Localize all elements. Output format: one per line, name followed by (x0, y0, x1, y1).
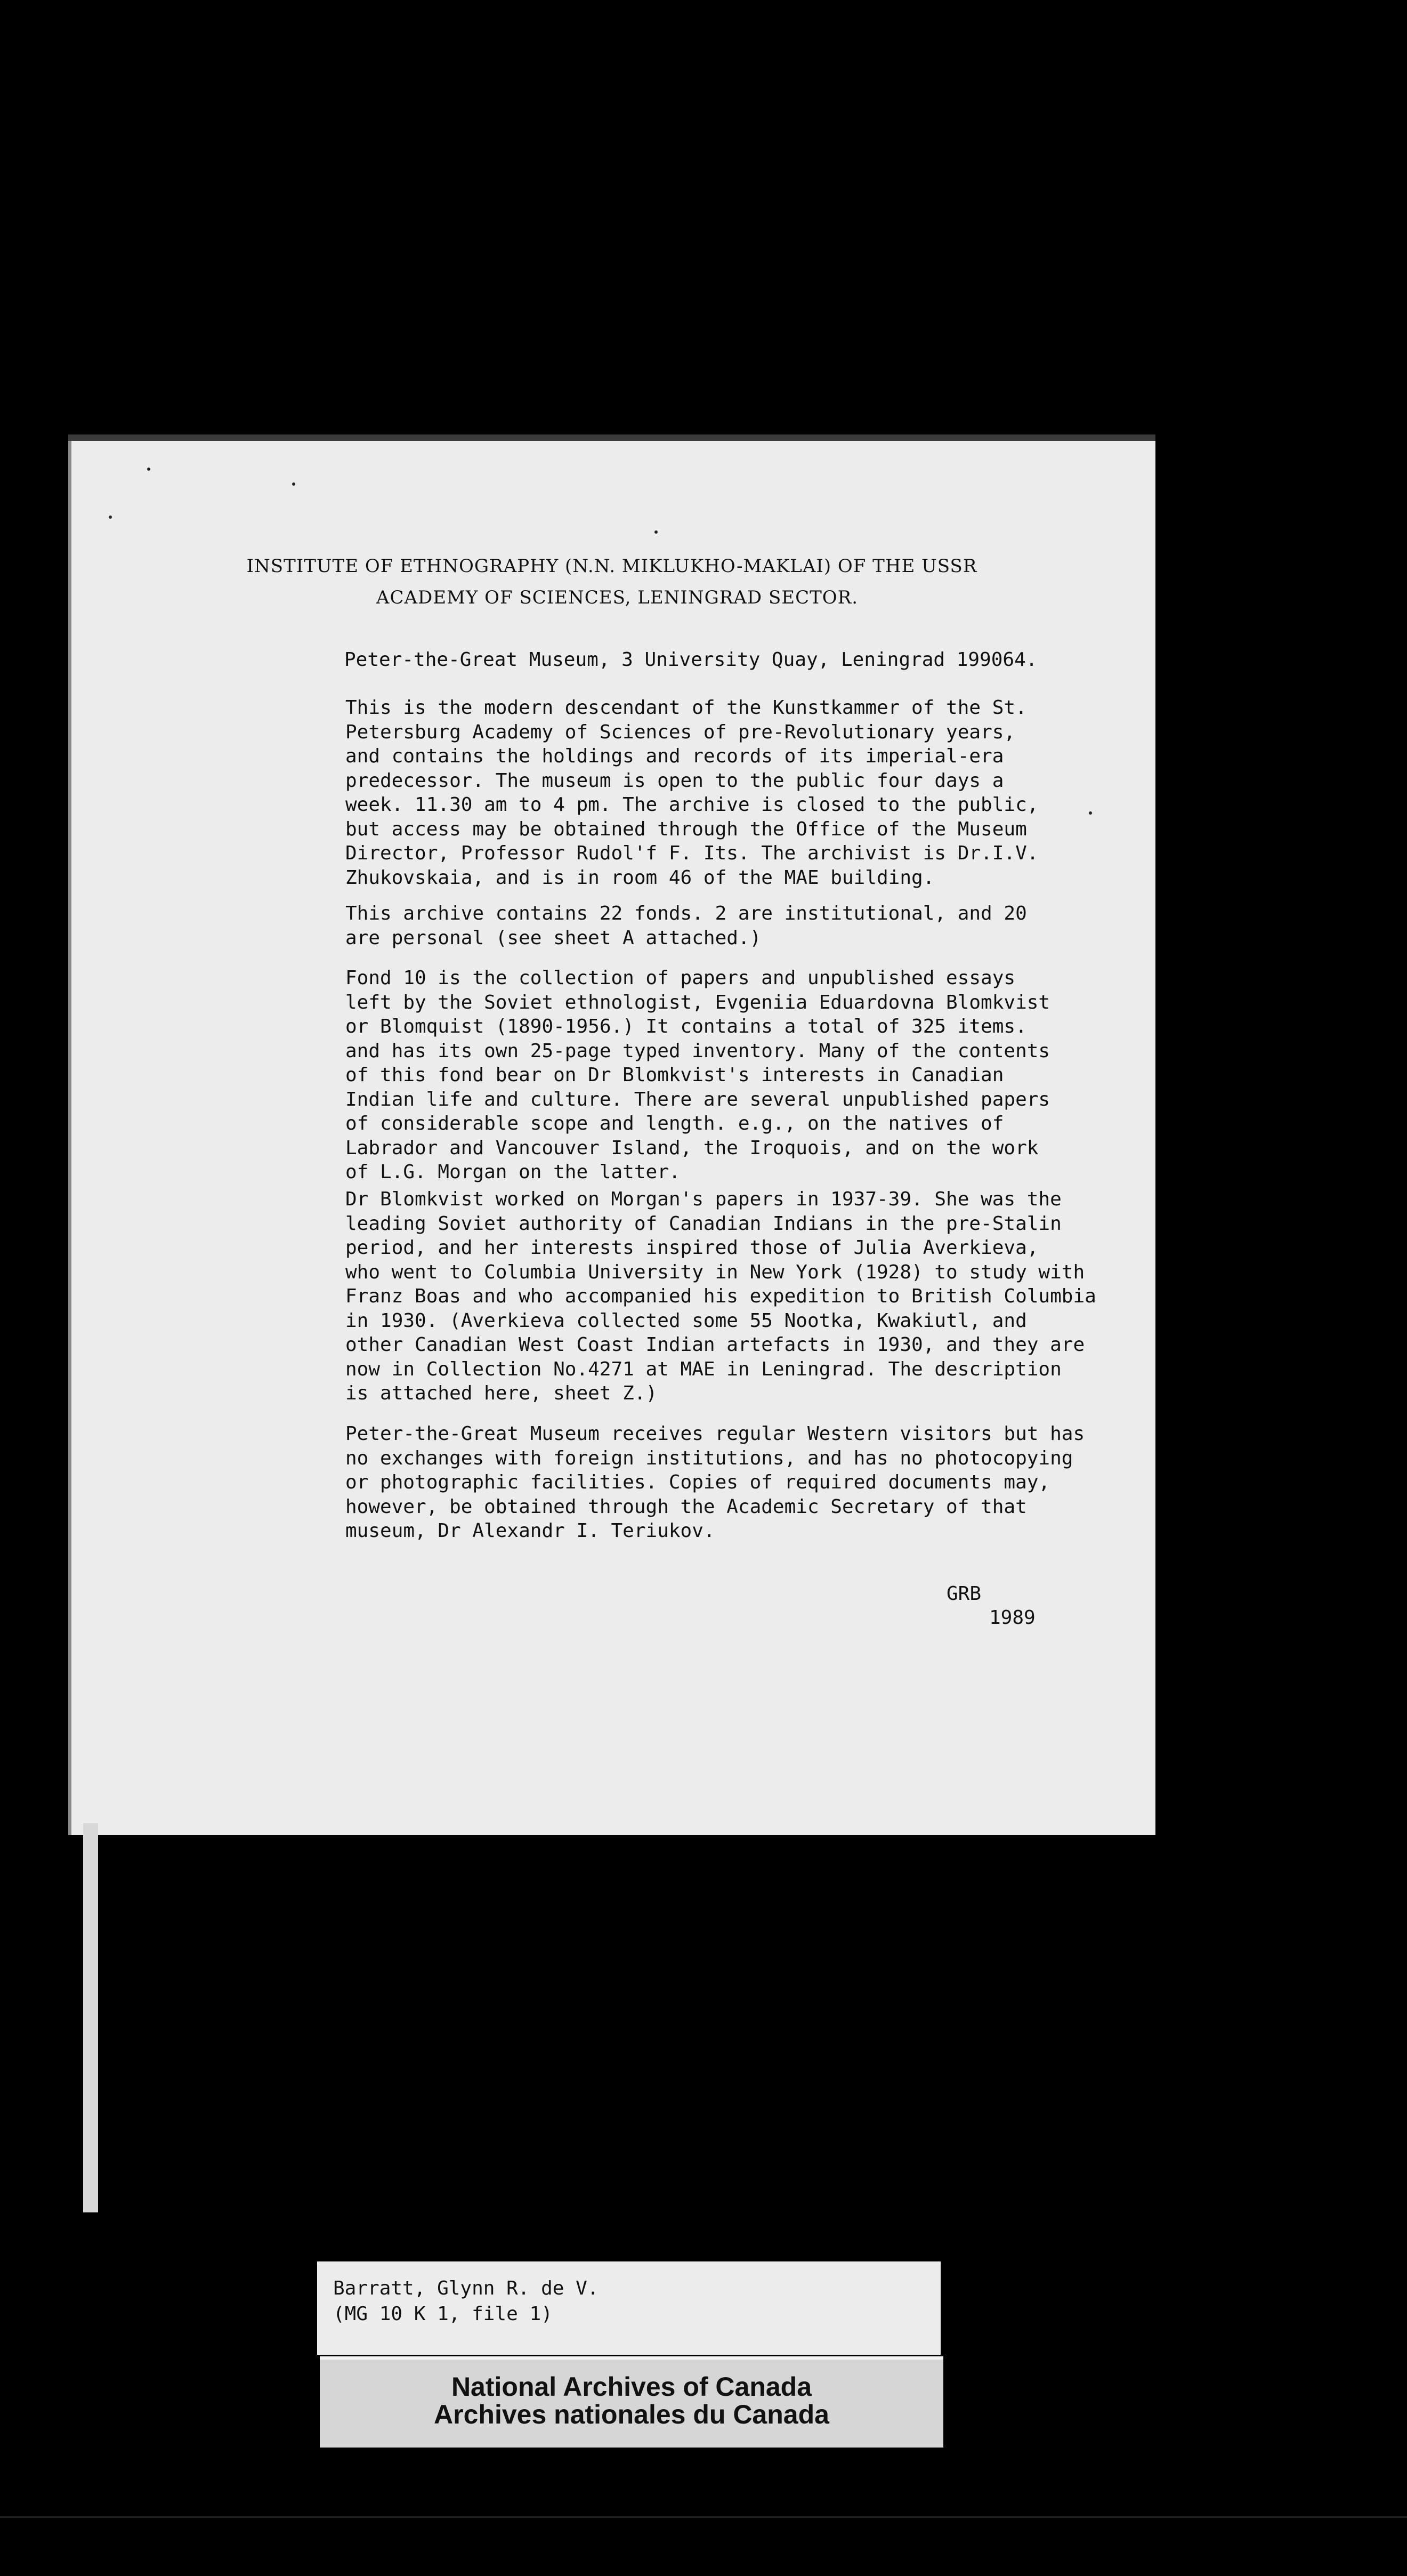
paragraph-fond-10: Fond 10 is the collection of papers and unpublished essays left by the Soviet ethnologist, Evgeniia Eduardovna Blomkvist or Blomquist (1890-1956.) It contains a total of 325 items. and has its own 25-page typed inventory. Many of the contents of this fond bear on Dr Blomkvist's interests in Canadian Indian life and culture. There are several unpublished papers of considerable scope and length. e.g., on the natives of Labrador and Vancouver Island, the Iroquois, and on the work of L.G. Morgan on the latter. (345, 967, 1050, 1183)
paragraph-archive-contents: This archive contains 22 fonds. 2 are institutional, and 20 are personal (see sheet A attached.) (345, 903, 1027, 949)
paper-edge-strip (83, 1823, 98, 2212)
signature-year: 1989 (989, 1607, 1036, 1629)
museum-address: Peter-the-Great Museum, 3 University Quay, Leningrad 199064. (344, 649, 1038, 671)
document-heading-line-2: ACADEMY OF SCIENCES, LENINGRAD SECTOR. (376, 587, 859, 608)
paper-speck (109, 516, 112, 519)
archive-label-french: Archives nationales du Canada (434, 2400, 829, 2429)
document-page (68, 434, 1155, 1835)
signature-initials: GRB (947, 1583, 982, 1605)
paper-speck (654, 530, 658, 534)
catalog-author: Barratt, Glynn R. de V. (333, 2277, 599, 2299)
paragraph-blomkvist-work: Dr Blomkvist worked on Morgan's papers in 1937-39. She was the leading Soviet authority of Canadian Indians in the pre-Stalin period, and her interests inspired those of Julia Averkieva, who went to Columbia University in New York (1928) to study with Franz Boas and who accompanied his expedition to British Columbia in 1930. (Averkieva collected some 55 Nootka, Kwakiutl, and other Canadian West Coast Indian artefacts in 1930, and they are now in Collection No.4271 at MAE in Leningrad. The description is attached here, sheet Z.) (345, 1188, 1096, 1404)
frame-divider (0, 2516, 1407, 2518)
document-text (68, 441, 1155, 1835)
paragraph-visitor-access: Peter-the-Great Museum receives regular Western visitors but has no exchanges with foreign institutions, and has no photocopying or photographic facilities. Copies of required documents may, however, be obtained through the Academic Secretary of that museum, Dr Alexandr I. Teriukov. (345, 1423, 1085, 1542)
paper-speck (147, 468, 150, 471)
catalog-reference-card (317, 2261, 941, 2355)
paper-speck (1089, 811, 1092, 815)
document-heading-line-1: INSTITUTE OF ETHNOGRAPHY (N.N. MIKLUKHO-MAKLAI) OF THE USSR (246, 556, 977, 577)
catalog-file-reference: (MG 10 K 1, file 1) (333, 2303, 553, 2325)
paragraph-museum-description: This is the modern descendant of the Kunstkammer of the St. Petersburg Academy of Sciences of pre-Revolutionary years, and contains the holdings and records of its imperial-era predecessor. The museum is open to the public four days a week. 11.30 am to 4 pm. The archive is closed to the public, but access may be obtained through the Office of the Museum Director, Professor Rudol'f F. Its. The archivist is Dr.I.V. Zhukovskaia, and is in room 46 of the MAE building. (345, 697, 1039, 889)
archive-label (320, 2356, 943, 2448)
paper-speck (292, 482, 295, 486)
archive-label-english: National Archives of Canada (451, 2372, 812, 2402)
